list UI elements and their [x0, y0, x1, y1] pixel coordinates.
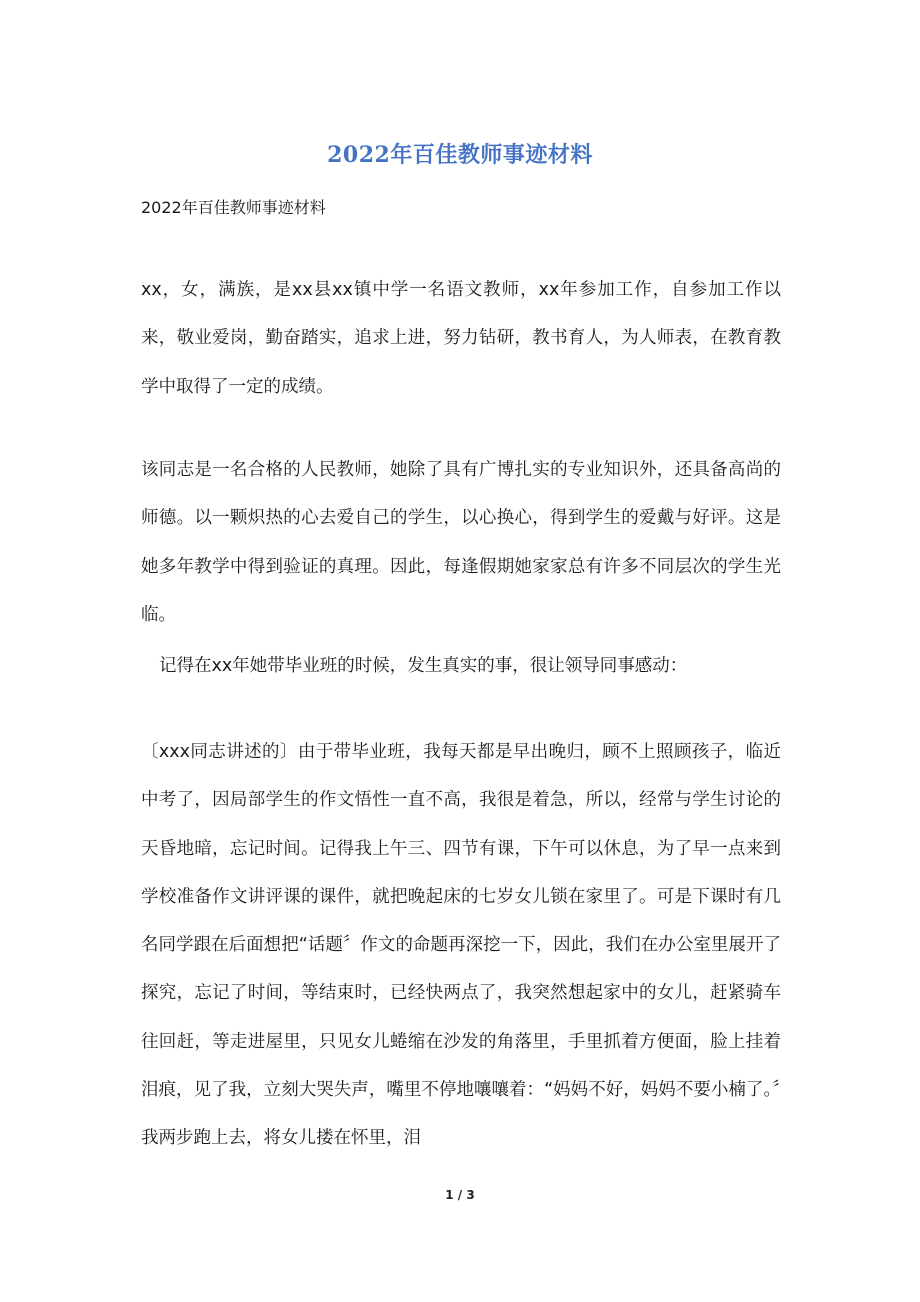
- page-number: 1 / 3: [445, 1188, 475, 1202]
- paragraph-ethics: 该同志是一名合格的人民教师，她除了具有广博扎实的专业知识外，还具备高尚的师德。以一颗炽热的心去爱自己的学生，以心换心，得到学生的爱戴与好评。这是她多年教学中得到验证的真理。因此，每逢假期她家家总有许多不同层次的学生光临。: [141, 460, 781, 625]
- paragraph-story: 〔xxx同志讲述的〕由于带毕业班，我每天都是早出晚归，顾不上照顾孩子，临近中考了，因局部学生的作文悟性一直不高，我很是着急，所以，经常与学生讨论的天昏地暗，忘记时间。记得我上午三、四节有课，下午可以休息，为了早一点来到学校准备作文讲评课的课件，就把晚起床的七岁女儿锁在家里了。可是下课时有几名同学跟在后面想把“话题〞作文的命题再深挖一下，因此，我们在办公室里展开了探究，忘记了时间，等结束时，已经快两点了，我突然想起家中的女儿，赶紧骑车往回赶，等走进屋里，只见女儿蜷缩在沙发的角落里，手里抓着方便面，脸上挂着泪痕，见了我，立刻大哭失声，嘴里不停地嚷嚷着：“妈妈不好，妈妈不要小楠了。〞我两步跑上去，将女儿搂在怀里，泪: [141, 742, 781, 1149]
- paragraph-intro: xx，女，满族，是xx县xx镇中学一名语文教师，xx年参加工作，自参加工作以来，敬业爱岗，勤奋踏实，追求上进，努力钻研，教书育人，为人师表，在教育教学中取得了一定的成绩。: [141, 280, 781, 397]
- document-subtitle: 2022年百佳教师事迹材料: [141, 198, 326, 217]
- paragraph-memory: 记得在xx年她带毕业班的时候，发生真实的事，很让领导同事感动：: [159, 656, 688, 676]
- document-title: 2022年百佳教师事迹材料: [327, 142, 593, 168]
